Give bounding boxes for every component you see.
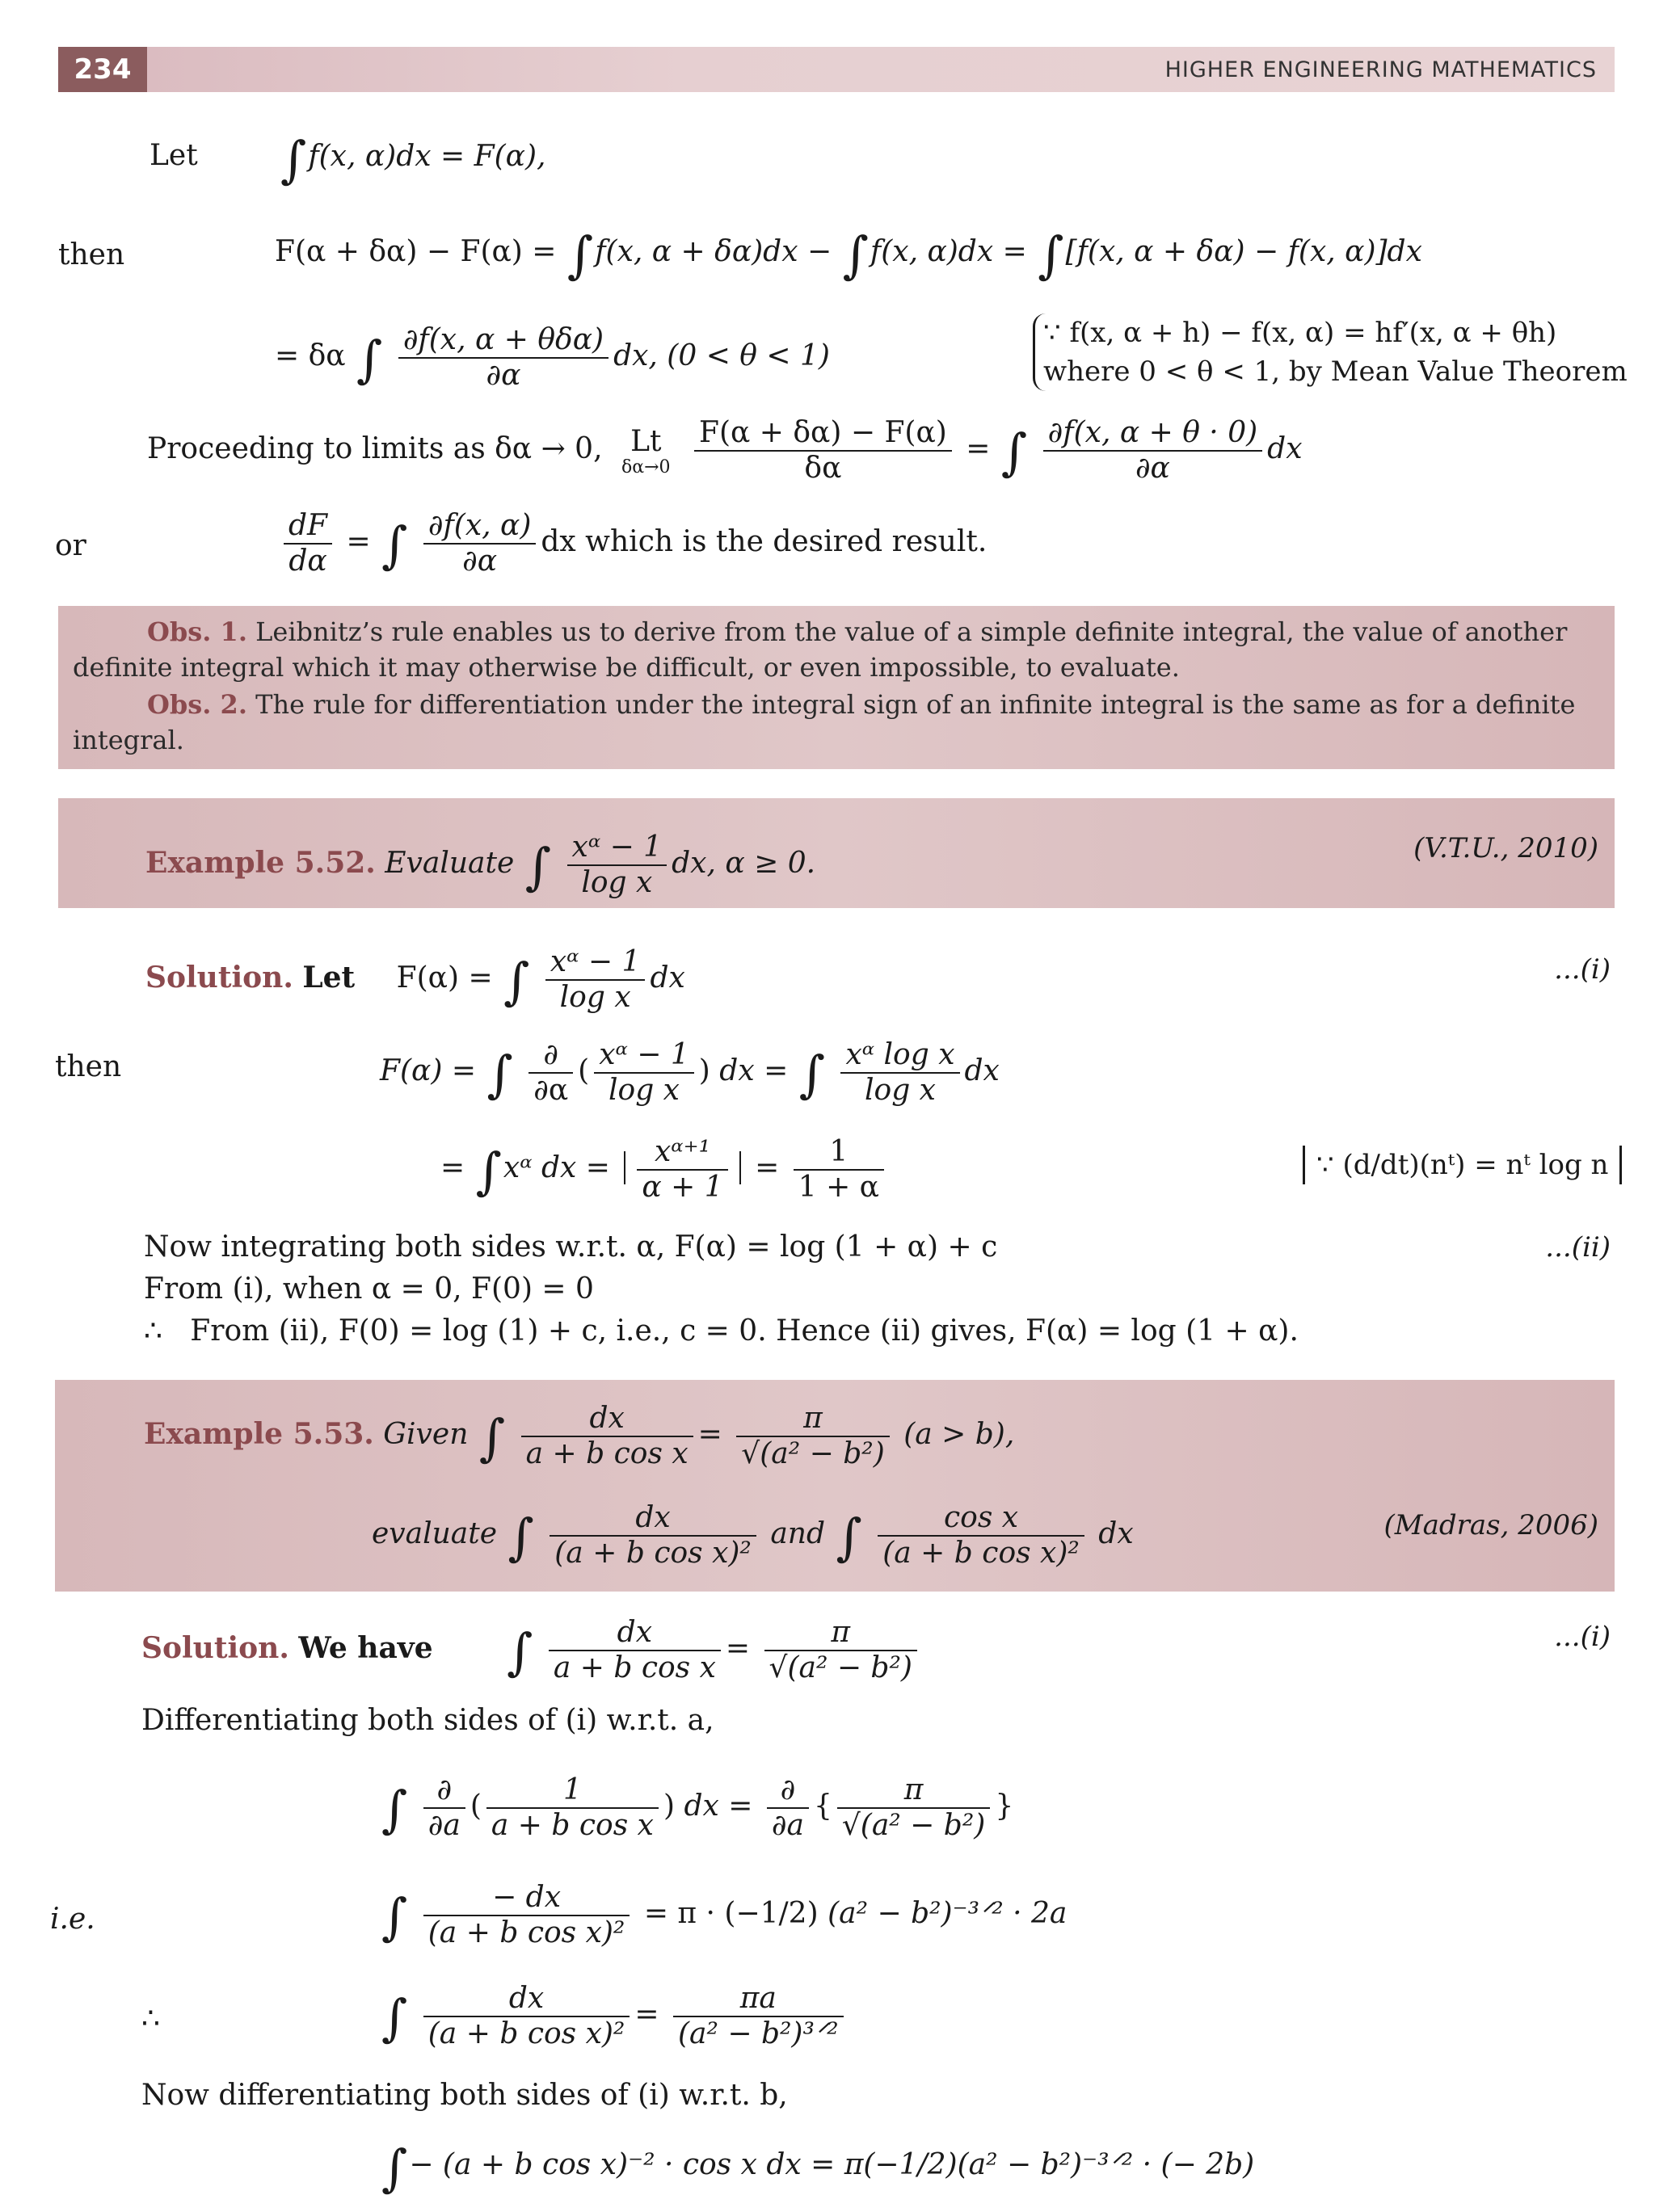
frac-num: xᵅ⁺¹ — [637, 1135, 727, 1171]
F-alpha: F(α) = — [396, 961, 493, 995]
rhs-frac — [840, 1038, 959, 1108]
now-integrating-line: Now integrating both sides w.r.t. α, F(α) = log (1 + α) + c — [144, 1230, 998, 1264]
final-tail: dx which is the desired result. — [541, 525, 988, 558]
from-ii-text: From (ii), F(0) = log (1) + c, i.e., c = 0. Hence (ii) gives, F(α) = log (1 + α). — [190, 1314, 1299, 1348]
minus-half: (−1/2) — [724, 1897, 819, 1930]
frac-num: cos x — [878, 1501, 1084, 1537]
frac-num: ∂ — [529, 1038, 573, 1074]
or-label: or — [55, 529, 86, 562]
frac-den: (a + b cos x)² — [554, 1537, 752, 1570]
frac-num: 1 — [794, 1135, 884, 1171]
frac-num: ∂ — [423, 1773, 465, 1809]
given-word: Given — [383, 1418, 469, 1451]
example-5-52-tail: dx, α ≥ 0. — [672, 847, 816, 880]
frac-num: xᵅ − 1 — [567, 831, 667, 866]
frac-den: ∂α — [486, 359, 521, 392]
then-label-2: then — [55, 1050, 122, 1083]
proof-line-2-end: [f(x, α + δα) − f(x, α)]dx — [1065, 235, 1422, 268]
obs1-tag: Obs. 1. — [147, 616, 247, 647]
ie-frac — [423, 1881, 630, 1950]
proof-line-3-tail: dx, (0 < θ < 1) — [613, 339, 830, 372]
observation-1 — [73, 614, 1600, 685]
frac-den: (a + b cos x)² — [882, 1537, 1080, 1570]
therefore-frac — [423, 1982, 630, 2051]
let-word: Let — [302, 961, 356, 995]
limits-frac — [694, 416, 952, 486]
partial-operator — [529, 1038, 573, 1108]
frac-den: √(a² − b²) — [769, 1651, 912, 1684]
frac-num: ∂f(x, α) — [423, 509, 537, 545]
frac-num: π — [837, 1773, 990, 1809]
page-number: 234 — [58, 47, 147, 92]
solution-label: Solution. — [145, 961, 293, 995]
lt-word: Lt — [630, 425, 662, 458]
frac-den: a + b cos x — [553, 1651, 716, 1684]
frac-num: 1 — [486, 1773, 659, 1809]
given-frac — [521, 1402, 693, 1471]
frac-num: dx — [423, 1982, 630, 2017]
frac-num: F(α + δα) − F(α) — [694, 416, 952, 452]
frac-num: xᵅ log x — [840, 1038, 959, 1074]
example-5-52-statement: Example 5.52. Evaluate ∫ $\frac{\text{xᵅ − 1}}{\text{log x}}$ dx, α ≥ 0. — [145, 831, 816, 899]
proof-line-1 — [279, 130, 546, 189]
therefore-rhs — [673, 1982, 844, 2051]
frac-den: ∂α — [533, 1074, 569, 1107]
ie-label: i.e. — [50, 1903, 95, 1936]
frac-den: dα — [288, 545, 327, 578]
frac-num: ∂f(x, α + θδα) — [398, 323, 609, 359]
example-5-52-frac — [567, 831, 667, 900]
mean-value-note-line-2: where 0 < θ < 1, by Mean Value Theorem — [1043, 355, 1628, 388]
integral-sign: ∫ — [280, 130, 307, 189]
ie-tail: (a² − b²)⁻³ᐟ² · 2a — [828, 1897, 1068, 1930]
solution-5-53-line-1: Solution. We have ∫ $\frac{dx}{\text{a + b cos x}}$ = $\frac{\pi}{\text{√(a² − b²)}}$ — [141, 1616, 922, 1685]
we-have-frac — [549, 1616, 721, 1685]
proof-line-3: = δα ∫ $\frac{\text{∂f(x, α + θδα)}}{\partial\alpha}$ dx, (0 < θ < 1) — [275, 323, 830, 392]
frac-den: a + b cos x — [491, 1809, 654, 1842]
lt-subscript: δα→0 — [621, 457, 671, 477]
equals-pi: = π · — [643, 1897, 715, 1930]
example-5-53-source: (Madras, 2006) — [1383, 1509, 1598, 1541]
proof-line-2: F(α + δα) − F(α) = ∫f(x, α + δα)dx − ∫f(x, α)dx = ∫[f(x, α + δα) − f(x, α)]dx — [275, 225, 1422, 284]
integrand-text: xᵅ dx = — [503, 1151, 610, 1184]
frac-den: (a + b cos x)² — [427, 2017, 625, 2050]
frac-den: (a + b cos x)² — [427, 1916, 625, 1949]
partial-a — [423, 1773, 465, 1843]
evaluate-frac-2 — [878, 1501, 1084, 1571]
pi-over-root — [837, 1773, 990, 1843]
last-equation-text: − (a + b cos x)⁻² · cos x dx = π(−1/2)(a² − b²)⁻³ᐟ² · (− 2b) — [409, 2148, 1255, 2181]
derivative-note: ∵ (d/dt)(nᵗ) = nᵗ log n — [1303, 1146, 1622, 1184]
solution-5-52-line-2: F(α) = ∫ $\frac{\partial}{\partial\alpha}$ ( $\frac{\text{xᵅ − 1}}{\text{log x}}$ ) dx = ∫ $\frac{\text{xᵅ log x}}{\text{log x}}$ dx — [380, 1038, 1000, 1107]
proof-line-2-lhs: F(α + δα) − F(α) = — [275, 235, 557, 268]
from-i-line: From (i), when α = 0, F(0) = 0 — [144, 1272, 594, 1306]
result-frac — [794, 1135, 884, 1205]
evaluate-word: evaluate — [372, 1517, 498, 1550]
frac-num: ∂f(x, α + θ · 0) — [1043, 416, 1263, 452]
dF-frac — [284, 509, 332, 578]
last-equation: ∫− (a + b cos x)⁻² · cos x dx = π(−1/2)(a² − b²)⁻³ᐟ² · (− 2b) — [381, 2138, 1255, 2197]
proof-line-2-term2: f(x, α)dx = — [870, 235, 1027, 268]
dx-equals-2: dx = — [684, 1789, 753, 1823]
solution-frac-1 — [545, 945, 646, 1015]
mean-value-note-line-1: ∵ f(x, α + h) − f(x, α) = hf′(x, α + θh) — [1043, 317, 1557, 349]
frac-num: dx — [549, 1616, 721, 1651]
frac-den: ∂α — [1135, 452, 1170, 485]
final-result-line: $\frac{dF}{d\alpha}$ = ∫ $\frac{\partial f(x, \alpha)}{\partial\alpha}$ dx which is the desired result. — [279, 509, 987, 578]
frac-num: dx — [550, 1501, 756, 1537]
frac-den: log x — [609, 1074, 680, 1107]
diff-b-line: Now differentiating both sides of (i) w.r.t. b, — [141, 2079, 788, 2112]
example-5-52-label: Example 5.52. — [145, 846, 376, 880]
frac-num: − dx — [423, 1881, 630, 1916]
we-have-rhs — [764, 1616, 917, 1685]
frac-num: xᵅ − 1 — [545, 945, 646, 981]
evaluate-dx: dx — [1098, 1517, 1134, 1550]
frac-num: ∂ — [767, 1773, 809, 1809]
frac-num: dx — [521, 1402, 693, 1437]
diff-a-equation: ∫ $\frac{\partial}{\partial a}$ ( $\frac{1}{\text{a + b cos x}}$ ) dx = $\frac{\partial}{\partial a}$ { $\frac{\pi}{\text{√(a² − b²)}}$ } — [381, 1773, 1014, 1842]
therefore-label: ∴ — [141, 2002, 160, 2035]
obs2-tag: Obs. 2. — [147, 689, 247, 720]
mean-value-note — [1033, 313, 1628, 391]
frac-den: (a² − b²)³ᐟ² — [677, 2017, 839, 2050]
proof-line-2-term1: f(x, α + δα)dx − — [595, 235, 832, 268]
ie-equation: ∫ $\frac{- dx}{\text{(a + b cos x)²}}$ = π · (−1/2) (a² − b²)⁻³ᐟ² · 2a — [381, 1881, 1068, 1949]
dx-equals: dx = — [719, 1054, 789, 1087]
lt-operator — [617, 425, 676, 477]
equation-tag-i: ...(i) — [1554, 953, 1611, 986]
equation-tag-i-2: ...(i) — [1554, 1621, 1611, 1653]
antiderivative-frac — [637, 1135, 727, 1205]
partial-a-2 — [767, 1773, 809, 1843]
frac-den: log x — [559, 981, 631, 1014]
example-5-53-evaluate: evaluate ∫ $\frac{dx}{\text{(a + b cos x)²}}$ and ∫ $\frac{\text{cos x}}{\text{(a + b cos x)²}}$ dx — [372, 1501, 1134, 1570]
reciprocal-frac — [486, 1773, 659, 1843]
limits-rhs-frac — [1043, 416, 1263, 486]
and-word: and — [770, 1517, 826, 1550]
equation-tag-ii: ...(ii) — [1545, 1231, 1611, 1264]
frac-den: ∂a — [427, 1809, 461, 1842]
frac-den: α + 1 — [642, 1171, 723, 1204]
frac-den: δα — [804, 452, 842, 485]
let-label: Let — [149, 139, 198, 172]
solution-label-2: Solution. — [141, 1631, 289, 1665]
then-label: then — [58, 238, 125, 271]
solution-5-52-line-1: Solution. Let F(α) = ∫ $\frac{\text{xᵅ − 1}}{\text{log x}}$ dx — [145, 945, 685, 1014]
therefore-equation: ∫ $\frac{dx}{\text{(a + b cos x)²}}$ = $\frac{\pi a}{\text{(a² − b²)³ᐟ²}}$ — [380, 1982, 849, 2051]
frac-den: a + b cos x — [525, 1437, 689, 1470]
limits-line: Proceeding to limits as δα → 0, Lt δα→0 $\frac{F(\alpha + \delta\alpha) - F(\alpha)}{\delta\alpha}$ = ∫ $\frac{\partial f(x, \alpha + \theta \cdot 0)}{\partial\alpha}$ dx — [147, 416, 1303, 485]
final-frac — [423, 509, 537, 578]
running-title: HIGHER ENGINEERING MATHEMATICS — [1164, 57, 1597, 82]
given-rhs-frac — [736, 1402, 889, 1471]
frac-num: dF — [284, 509, 332, 545]
example-5-52-source: (V.T.U., 2010) — [1413, 832, 1598, 864]
frac-den: log x — [581, 866, 653, 899]
example-5-52-text: Evaluate — [385, 847, 515, 880]
therefore-symbol: ∴ — [144, 1314, 162, 1348]
frac-den: log x — [865, 1074, 936, 1107]
diff-a-line: Differentiating both sides of (i) w.r.t. a, — [141, 1704, 714, 1737]
frac-den: √(a² − b²) — [741, 1437, 885, 1470]
solution-5-52-line-3: = ∫xᵅ dx = $\frac{\text{xᵅ⁺¹}}{\alpha + 1}$ = $\frac{1}{1 + \alpha}$ — [440, 1135, 889, 1205]
obs2-text: The rule for differentiation under the integral sign of an infinite integral is the same as for a definite integral. — [73, 689, 1576, 755]
frac-den: 1 + α — [798, 1171, 879, 1204]
proof-line-3-frac — [398, 323, 609, 393]
from-ii-line — [144, 1314, 1299, 1349]
given-condition: (a > b), — [903, 1418, 1015, 1451]
inner-frac — [594, 1038, 694, 1108]
limits-text: Proceeding to limits as δα → 0, — [147, 432, 603, 465]
frac-num: xᵅ − 1 — [594, 1038, 694, 1074]
frac-den: ∂a — [771, 1809, 804, 1842]
evaluate-frac-1 — [550, 1501, 756, 1571]
proof-line-1-text: f(x, α)dx = F(α), — [308, 140, 546, 173]
observation-2 — [73, 687, 1600, 758]
we-have: We have — [298, 1631, 433, 1665]
frac-den: ∂α — [462, 545, 498, 578]
proof-line-3-lhs: = δα — [275, 339, 346, 372]
obs1-text: Leibnitz’s rule enables us to derive from the value of a simple definite integral, the value of another definite integral which it may otherwise be difficult, or even impossible, to evaluate. — [73, 616, 1568, 683]
frac-num: π — [764, 1616, 917, 1651]
F-alpha-2: F(α) = — [380, 1054, 476, 1087]
frac-num: π — [736, 1402, 889, 1437]
frac-num: πa — [673, 1982, 844, 2017]
example-5-53-given: Example 5.53. Given ∫ $\frac{dx}{\text{a + b cos x}}$ = $\frac{\pi}{\text{√(a² − b²)}}$ (a > b), — [144, 1402, 1015, 1470]
example-5-53-label: Example 5.53. — [144, 1417, 374, 1451]
frac-den: √(a² − b²) — [841, 1809, 986, 1842]
